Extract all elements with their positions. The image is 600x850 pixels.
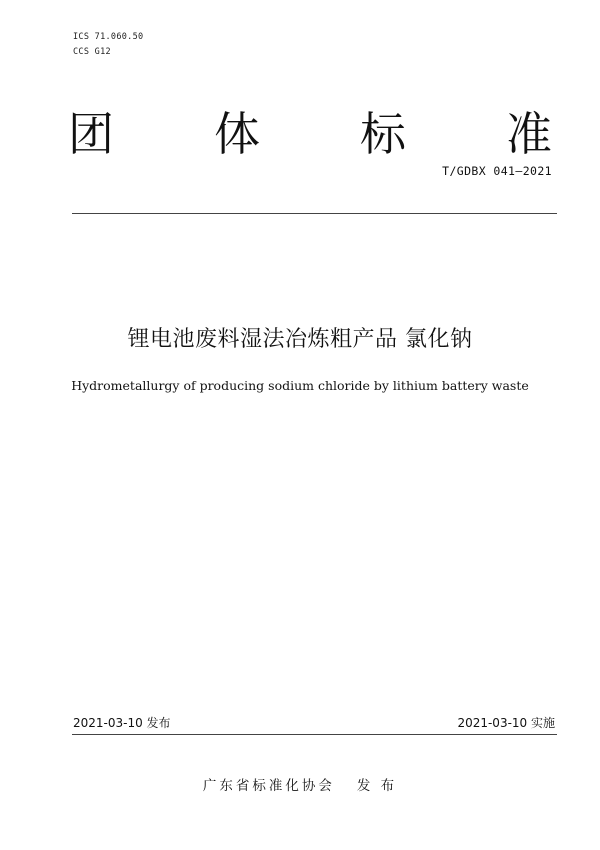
footer-divider <box>72 734 557 735</box>
publisher-action: 发 布 <box>356 778 398 794</box>
ics-code: ICS 71.060.50 <box>73 32 144 42</box>
header-divider <box>72 213 557 214</box>
title-char-1: 团 <box>68 107 114 161</box>
issue-date: 2021-03-10 发布 <box>73 716 171 730</box>
document-type-title <box>68 108 552 160</box>
publisher-name: 广东省标准化协会 <box>202 778 335 794</box>
chinese-title: 锂电池废料湿法冶炼粗产品 氯化钠 <box>127 327 473 352</box>
publisher-line <box>0 774 600 794</box>
implementation-date: 2021-03-10 实施 <box>457 716 555 730</box>
standard-number: T/GDBX 041—2021 <box>442 164 552 178</box>
title-char-4: 准 <box>506 107 552 161</box>
title-char-3: 标 <box>360 107 406 161</box>
title-char-2: 体 <box>214 107 260 161</box>
ccs-code: CCS G12 <box>73 47 111 57</box>
english-title: Hydrometallurgy of producing sodium chloride by lithium battery waste <box>71 378 529 393</box>
